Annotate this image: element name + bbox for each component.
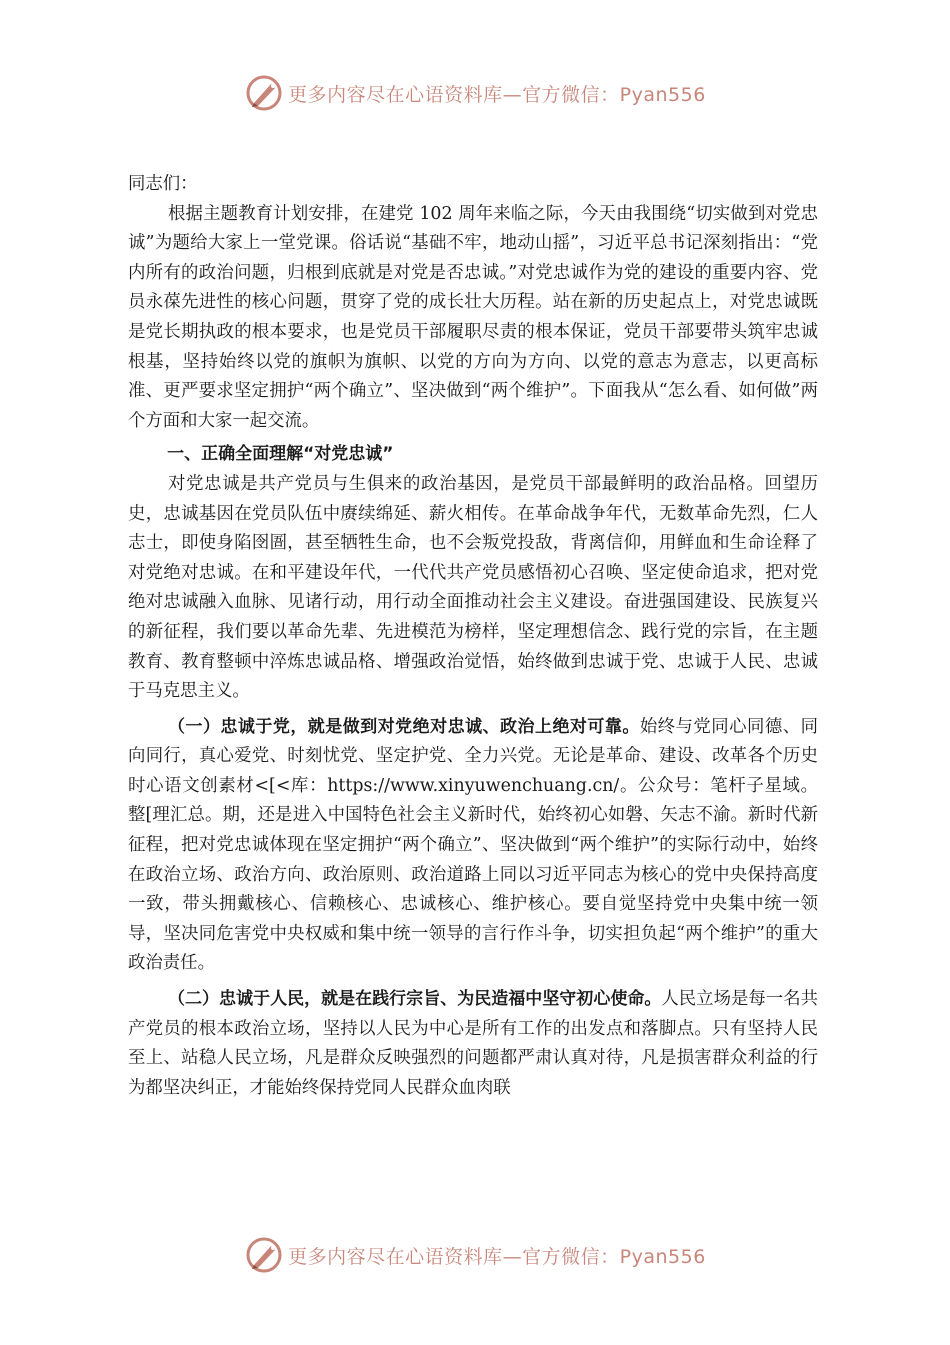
point-1-paragraph [128,713,818,979]
watermark-text: 更多内容尽在心语资料库—官方微信：Pyan556 [288,1245,706,1268]
point-2-paragraph [128,985,818,1103]
header-watermark [0,68,950,118]
section-1-paragraph: 对党忠诚是共产党员与生俱来的政治基因，是党员干部最鲜明的政治品格。回望历史，忠诚基因在党员队伍中赓续绵延、薪火相传。在革命战争年代，无数革命先烈，仁人志士，即使身陷囹圄，甚至牺牲生命，也不会叛党投敌，背离信仰，用鲜血和生命诠释了对党绝对忠诚。在和平建设年代，一代代共产党员感悟初心召唤、坚定使命追求，把对党绝对忠诚融入血脉、见诸行动，用行动全面推动社会主义建设。奋进强国建设、民族复兴的新征程，我们要以革命先辈、先进模范为榜样，坚定理想信念、践行党的宗旨，在主题教育、教育整顿中淬炼忠诚品格、增强政治觉悟，始终做到忠诚于党、忠诚于人民、忠诚于马克思主义。 [128,473,818,702]
point-1-lead: （一）忠诚于党，就是做到对党绝对忠诚、政治上绝对可靠。 [168,716,640,737]
section-1-heading: 一、正确全面理解“对党忠诚” [167,444,394,465]
salutation: 同志们： [128,174,198,194]
intro-paragraph: 根据主题教育计划安排，在建党 102 周年来临之际，今天由我围绕“切实做到对党忠诚”为题给大家上一堂党课。俗话说“基础不牢，地动山摇”，习近平总书记深刻指出：“党内所有的政治问题，归根到底就是对党是否忠诚。”对党忠诚作为党的建设的重要内容、党员永葆先进性的核心问题，贯穿了党的成长壮大历程。站在新的历史起点上，对党忠诚既是党长期执政的根本要求，也是党员干部履职尽责的根本保证，党员干部要带头筑牢忠诚根基，坚持始终以党的旗帜为旗帜、以党的方向为方向、以党的意志为意志，以更高标准、更严要求坚定拥护“两个确立”、坚决做到“两个维护”。下面我从“怎么看、如何做”两个方面和大家一起交流。 [128,203,818,431]
pen-logo-icon [244,1235,284,1275]
watermark-text: 更多内容尽在心语资料库—官方微信：Pyan556 [288,83,706,106]
document-body [128,170,818,1103]
point-2-lead: （二）忠诚于人民，就是在践行宗旨、为民造福中坚守初心使命。 [168,989,662,1010]
point-1-body: 始终与党同心同德、同向同行，真心爱党、时刻忧党、坚定护党、全力兴党。无论是革命、建设、改革各个历史时心语文创素材<[<库：https://www.xinyuwenchuang.cn/。公众号：笔杆子星域。整[理汇总。期，还是进入中国特色社会主义新时代，始终初心如磐、矢志不渝。新时代新征程，把对党忠诚体现在坚定拥护“两个确立”、坚决做到“两个维护”的实际行动中，始终在政治立场、政治方向、政治原则、政治道路上同以习近平同志为核心的党中央保持高度一致，带头拥戴核心、信赖核心、忠诚核心、维护核心。要自觉坚持党中央集中统一领导，坚决同危害党中央权威和集中统一领导的言行作斗争，切实担负起“两个维护”的重大政治责任。 [128,716,818,974]
footer-watermark [0,1230,950,1280]
point-2-body: 人民立场是每一名共产党员的根本政治立场，坚持以人民为中心是所有工作的出发点和落脚点。只有坚持人民至上、站稳人民立场，凡是群众反映强烈的问题都严肃认真对待，凡是损害群众利益的行为都坚决纠正，才能始终保持党同人民群众血肉联 [128,989,818,1098]
pen-logo-icon [244,73,284,113]
